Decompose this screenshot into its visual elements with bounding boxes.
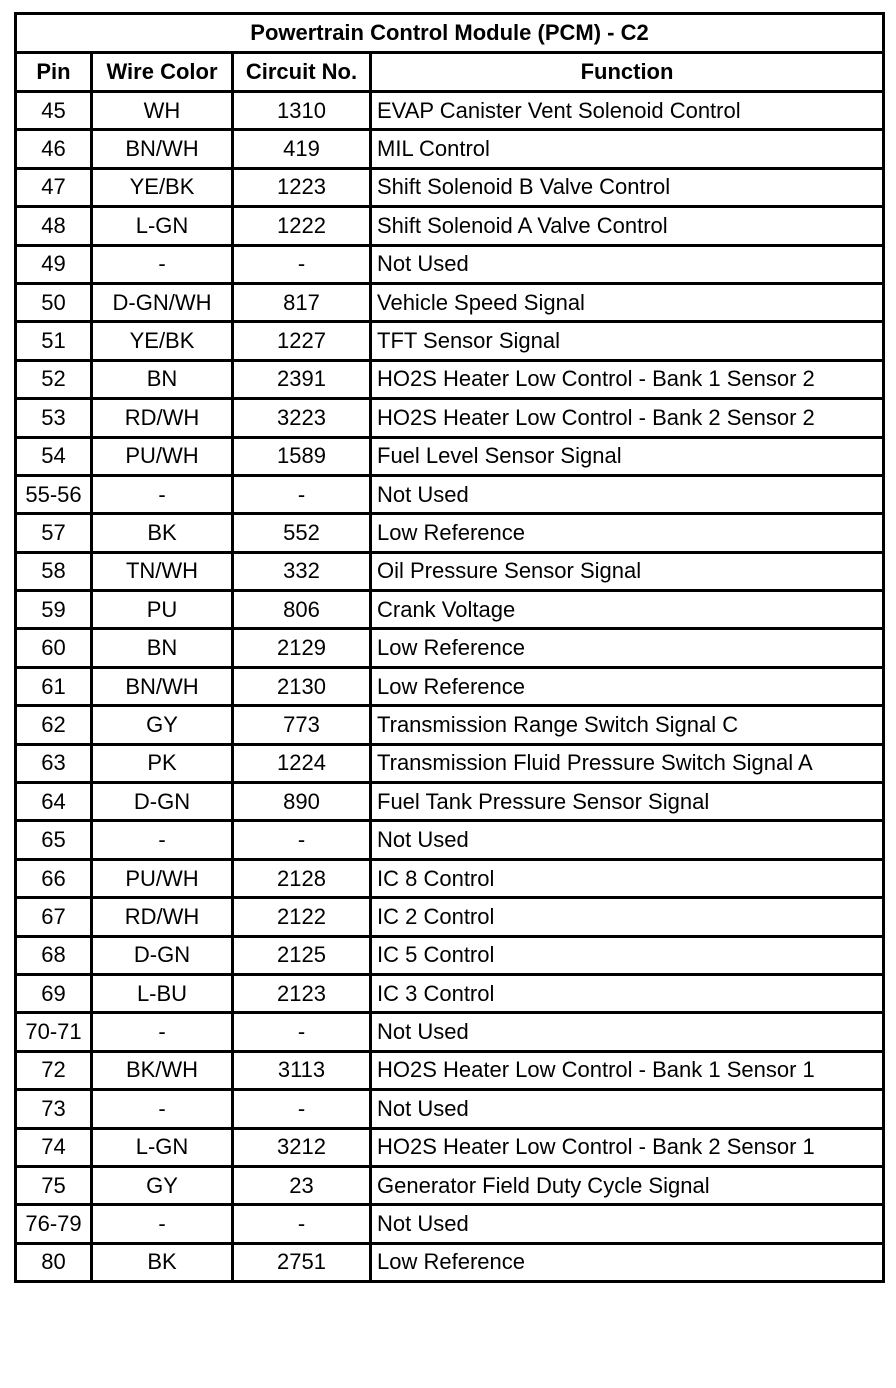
pin-cell: 74 bbox=[16, 1128, 92, 1166]
pin-cell: 53 bbox=[16, 399, 92, 437]
circuit-no-cell: 2129 bbox=[233, 629, 371, 667]
circuit-no-cell: 23 bbox=[233, 1166, 371, 1204]
pin-cell: 54 bbox=[16, 437, 92, 475]
function-cell: Not Used bbox=[371, 475, 884, 513]
table-row bbox=[16, 1051, 884, 1089]
circuit-no-cell: 1224 bbox=[233, 744, 371, 782]
pin-cell: 80 bbox=[16, 1243, 92, 1281]
wire-color-cell: - bbox=[92, 475, 233, 513]
function-cell: Transmission Fluid Pressure Switch Signal A bbox=[371, 744, 884, 782]
circuit-no-cell: 2125 bbox=[233, 936, 371, 974]
table-row bbox=[16, 475, 884, 513]
pin-cell: 67 bbox=[16, 898, 92, 936]
function-cell: Low Reference bbox=[371, 514, 884, 552]
wire-color-cell: L-GN bbox=[92, 207, 233, 245]
pin-cell: 55-56 bbox=[16, 475, 92, 513]
table-row bbox=[16, 168, 884, 206]
wire-color-cell: PU bbox=[92, 591, 233, 629]
table-row bbox=[16, 283, 884, 321]
circuit-no-cell: - bbox=[233, 245, 371, 283]
circuit-no-cell: 2123 bbox=[233, 974, 371, 1012]
table-row bbox=[16, 591, 884, 629]
pinout-table-container bbox=[14, 12, 882, 1283]
function-cell: TFT Sensor Signal bbox=[371, 322, 884, 360]
pin-cell: 58 bbox=[16, 552, 92, 590]
pin-cell: 68 bbox=[16, 936, 92, 974]
wire-color-cell: - bbox=[92, 1205, 233, 1243]
function-cell: Low Reference bbox=[371, 629, 884, 667]
function-cell: Generator Field Duty Cycle Signal bbox=[371, 1166, 884, 1204]
pin-cell: 75 bbox=[16, 1166, 92, 1204]
table-row bbox=[16, 706, 884, 744]
table-row bbox=[16, 399, 884, 437]
table-row bbox=[16, 322, 884, 360]
wire-color-cell: WH bbox=[92, 92, 233, 130]
column-header-pin: Pin bbox=[16, 53, 92, 92]
table-row bbox=[16, 1166, 884, 1204]
function-cell: HO2S Heater Low Control - Bank 2 Sensor 1 bbox=[371, 1128, 884, 1166]
circuit-no-cell: 3223 bbox=[233, 399, 371, 437]
pin-cell: 59 bbox=[16, 591, 92, 629]
wire-color-cell: - bbox=[92, 1090, 233, 1128]
pin-cell: 46 bbox=[16, 130, 92, 168]
column-header-function: Function bbox=[371, 53, 884, 92]
function-cell: HO2S Heater Low Control - Bank 1 Sensor 1 bbox=[371, 1051, 884, 1089]
pinout-table bbox=[14, 12, 885, 1283]
function-cell: Transmission Range Switch Signal C bbox=[371, 706, 884, 744]
column-header-row bbox=[16, 53, 884, 92]
wire-color-cell: BN/WH bbox=[92, 130, 233, 168]
pin-cell: 49 bbox=[16, 245, 92, 283]
column-header-circuit-no: Circuit No. bbox=[233, 53, 371, 92]
wire-color-cell: BN bbox=[92, 629, 233, 667]
pin-cell: 66 bbox=[16, 859, 92, 897]
circuit-no-cell: 890 bbox=[233, 783, 371, 821]
table-row bbox=[16, 744, 884, 782]
wire-color-cell: BN/WH bbox=[92, 667, 233, 705]
table-row bbox=[16, 92, 884, 130]
function-cell: Not Used bbox=[371, 821, 884, 859]
circuit-no-cell: 806 bbox=[233, 591, 371, 629]
pin-cell: 57 bbox=[16, 514, 92, 552]
table-row bbox=[16, 667, 884, 705]
circuit-no-cell: 419 bbox=[233, 130, 371, 168]
circuit-no-cell: 332 bbox=[233, 552, 371, 590]
circuit-no-cell: - bbox=[233, 475, 371, 513]
pin-cell: 64 bbox=[16, 783, 92, 821]
function-cell: Shift Solenoid A Valve Control bbox=[371, 207, 884, 245]
wire-color-cell: D-GN bbox=[92, 936, 233, 974]
circuit-no-cell: - bbox=[233, 1205, 371, 1243]
pin-cell: 61 bbox=[16, 667, 92, 705]
function-cell: IC 3 Control bbox=[371, 974, 884, 1012]
pin-cell: 45 bbox=[16, 92, 92, 130]
pin-cell: 48 bbox=[16, 207, 92, 245]
circuit-no-cell: 773 bbox=[233, 706, 371, 744]
table-body bbox=[16, 92, 884, 1282]
function-cell: Not Used bbox=[371, 245, 884, 283]
function-cell: IC 8 Control bbox=[371, 859, 884, 897]
table-row bbox=[16, 207, 884, 245]
function-cell: Oil Pressure Sensor Signal bbox=[371, 552, 884, 590]
pin-cell: 50 bbox=[16, 283, 92, 321]
column-header-wire-color: Wire Color bbox=[92, 53, 233, 92]
table-row bbox=[16, 936, 884, 974]
wire-color-cell: PU/WH bbox=[92, 437, 233, 475]
circuit-no-cell: - bbox=[233, 821, 371, 859]
function-cell: Fuel Level Sensor Signal bbox=[371, 437, 884, 475]
table-row bbox=[16, 245, 884, 283]
pin-cell: 60 bbox=[16, 629, 92, 667]
pin-cell: 52 bbox=[16, 360, 92, 398]
circuit-no-cell: 1223 bbox=[233, 168, 371, 206]
wire-color-cell: - bbox=[92, 1013, 233, 1051]
table-row bbox=[16, 1090, 884, 1128]
pin-cell: 51 bbox=[16, 322, 92, 360]
function-cell: HO2S Heater Low Control - Bank 1 Sensor 2 bbox=[371, 360, 884, 398]
table-row bbox=[16, 898, 884, 936]
pin-cell: 70-71 bbox=[16, 1013, 92, 1051]
wire-color-cell: BK bbox=[92, 1243, 233, 1281]
wire-color-cell: RD/WH bbox=[92, 898, 233, 936]
wire-color-cell: D-GN/WH bbox=[92, 283, 233, 321]
table-row bbox=[16, 1205, 884, 1243]
wire-color-cell: D-GN bbox=[92, 783, 233, 821]
pin-cell: 47 bbox=[16, 168, 92, 206]
function-cell: Crank Voltage bbox=[371, 591, 884, 629]
wire-color-cell: BK bbox=[92, 514, 233, 552]
table-row bbox=[16, 437, 884, 475]
circuit-no-cell: 552 bbox=[233, 514, 371, 552]
function-cell: Vehicle Speed Signal bbox=[371, 283, 884, 321]
table-title: Powertrain Control Module (PCM) - C2 bbox=[16, 14, 884, 53]
table-row bbox=[16, 1013, 884, 1051]
pin-cell: 72 bbox=[16, 1051, 92, 1089]
wire-color-cell: YE/BK bbox=[92, 322, 233, 360]
table-row bbox=[16, 629, 884, 667]
function-cell: Not Used bbox=[371, 1090, 884, 1128]
table-row bbox=[16, 783, 884, 821]
circuit-no-cell: - bbox=[233, 1013, 371, 1051]
table-row bbox=[16, 859, 884, 897]
table-row bbox=[16, 552, 884, 590]
function-cell: HO2S Heater Low Control - Bank 2 Sensor 2 bbox=[371, 399, 884, 437]
circuit-no-cell: 817 bbox=[233, 283, 371, 321]
circuit-no-cell: 3212 bbox=[233, 1128, 371, 1166]
circuit-no-cell: 1589 bbox=[233, 437, 371, 475]
wire-color-cell: PK bbox=[92, 744, 233, 782]
table-row bbox=[16, 1243, 884, 1281]
pin-cell: 69 bbox=[16, 974, 92, 1012]
function-cell: Low Reference bbox=[371, 667, 884, 705]
wire-color-cell: BN bbox=[92, 360, 233, 398]
wire-color-cell: PU/WH bbox=[92, 859, 233, 897]
wire-color-cell: GY bbox=[92, 706, 233, 744]
function-cell: Shift Solenoid B Valve Control bbox=[371, 168, 884, 206]
pin-cell: 76-79 bbox=[16, 1205, 92, 1243]
wire-color-cell: - bbox=[92, 245, 233, 283]
function-cell: EVAP Canister Vent Solenoid Control bbox=[371, 92, 884, 130]
table-row bbox=[16, 130, 884, 168]
circuit-no-cell: 2130 bbox=[233, 667, 371, 705]
circuit-no-cell: 1310 bbox=[233, 92, 371, 130]
function-cell: Low Reference bbox=[371, 1243, 884, 1281]
wire-color-cell: TN/WH bbox=[92, 552, 233, 590]
wire-color-cell: L-GN bbox=[92, 1128, 233, 1166]
circuit-no-cell: 1227 bbox=[233, 322, 371, 360]
circuit-no-cell: 1222 bbox=[233, 207, 371, 245]
circuit-no-cell: 3113 bbox=[233, 1051, 371, 1089]
pin-cell: 63 bbox=[16, 744, 92, 782]
pin-cell: 65 bbox=[16, 821, 92, 859]
wire-color-cell: YE/BK bbox=[92, 168, 233, 206]
table-row bbox=[16, 1128, 884, 1166]
function-cell: MIL Control bbox=[371, 130, 884, 168]
wire-color-cell: RD/WH bbox=[92, 399, 233, 437]
function-cell: IC 5 Control bbox=[371, 936, 884, 974]
function-cell: Fuel Tank Pressure Sensor Signal bbox=[371, 783, 884, 821]
function-cell: Not Used bbox=[371, 1013, 884, 1051]
table-title-row bbox=[16, 14, 884, 53]
wire-color-cell: - bbox=[92, 821, 233, 859]
table-row bbox=[16, 974, 884, 1012]
wire-color-cell: L-BU bbox=[92, 974, 233, 1012]
circuit-no-cell: 2391 bbox=[233, 360, 371, 398]
pin-cell: 73 bbox=[16, 1090, 92, 1128]
function-cell: IC 2 Control bbox=[371, 898, 884, 936]
circuit-no-cell: - bbox=[233, 1090, 371, 1128]
circuit-no-cell: 2128 bbox=[233, 859, 371, 897]
wire-color-cell: BK/WH bbox=[92, 1051, 233, 1089]
circuit-no-cell: 2751 bbox=[233, 1243, 371, 1281]
table-row bbox=[16, 360, 884, 398]
table-row bbox=[16, 514, 884, 552]
table-row bbox=[16, 821, 884, 859]
pin-cell: 62 bbox=[16, 706, 92, 744]
function-cell: Not Used bbox=[371, 1205, 884, 1243]
wire-color-cell: GY bbox=[92, 1166, 233, 1204]
circuit-no-cell: 2122 bbox=[233, 898, 371, 936]
